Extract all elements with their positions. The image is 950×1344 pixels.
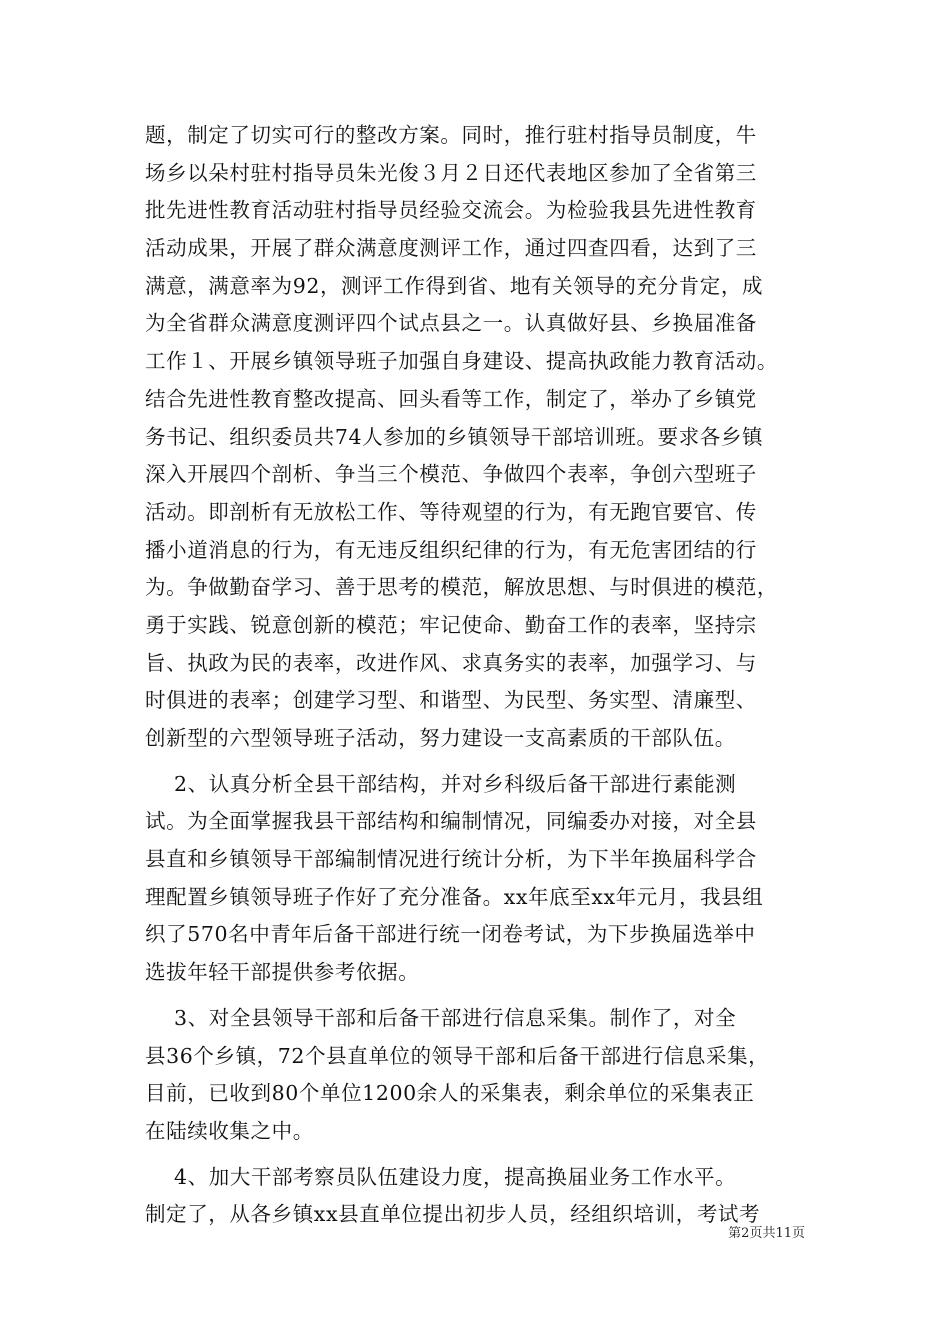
page-number: 第2页共11页 [728,1226,805,1241]
text-line: 深入开展四个剖析、争当三个模范、争做四个表率，争创六型班子 [145,462,757,487]
text-line: 勇于实践、锐意创新的模范；牢记使命、勤奋工作的表率，坚持宗 [145,612,757,637]
text-line: 为。争做勤奋学习、善于思考的模范，解放思想、与时俱进的模范， [145,575,778,600]
text-line: 工作１、开展乡镇领导班子加强自身建设、提高执政能力教育活动。 [145,349,778,374]
text-line: 创新型的六型领导班子活动，努力建设一支高素质的干部队伍。 [145,726,736,750]
text-line: 在陆续收集之中。 [145,1118,314,1143]
text-line: 县直和乡镇领导干部编制情况进行统计分析，为下半年换届科学合 [145,847,757,872]
text-line: 满意，满意率为92，测评工作得到省、地有关领导的充分肯定，成 [145,273,764,298]
text-line: 旨、执政为民的表率，改进作风、求真务实的表率，加强学习、与 [145,650,757,675]
text-line: 务书记、组织委员共74人参加的乡镇领导干部培训班。要求各乡镇 [145,424,764,449]
paragraph-3 [145,1000,810,1151]
text-line: 批先进性教育活动驻村指导员经验交流会。为检验我县先进性教育 [145,198,757,223]
text-line: 结合先进性教育整改提高、回头看等工作，制定了，举办了乡镇党 [145,386,757,411]
text-line: 播小道消息的行为，有无违反组织纪律的行为，有无危害团结的行 [145,537,757,562]
paragraph-1 [145,117,810,758]
text-line: 活动成果，开展了群众满意度测评工作，通过四查四看，达到了三 [145,236,757,261]
text-line: 县36个乡镇，72个县直单位的领导干部和后备干部进行信息采集， [145,1043,770,1068]
text-line: 为全省群众满意度测评四个试点县之一。认真做好县、乡换届准备 [145,311,757,336]
text-line: 活动。即剖析有无放松工作、等待观望的行为，有无跑官要官、传 [145,499,757,524]
text-line: 时俱进的表率；创建学习型、和谐型、为民型、务实型、清廉型、 [145,688,757,713]
text-line: 场乡以朵村驻村指导员朱光俊３月２日还代表地区参加了全省第三 [145,160,757,185]
text-line: 题，制定了切实可行的整改方案。同时，推行驻村指导员制度，牛 [145,123,757,147]
text-line: 理配置乡镇领导班子作好了充分准备。xx年底至xx年元月，我县组 [145,884,764,909]
text-line-first: 4、加大干部考察员队伍建设力度，提高换届业务工作水平。 [174,1164,737,1189]
text-line-first: 2、认真分析全县干部结构，并对乡科级后备干部进行素能测 [174,771,737,796]
text-line-first: 3、对全县领导干部和后备干部进行信息采集。制作了，对全 [174,1005,737,1030]
body-text [145,117,810,1234]
text-line: 试。为全面掌握我县干部结构和编制情况，同编委办对接，对全县 [145,809,757,834]
paragraph-4 [145,1159,810,1234]
text-line: 制定了，从各乡镇xx县直单位提出初步人员，经组织培训，考试考 [145,1202,761,1227]
text-line: 目前，已收到80个单位1200余人的采集表，剩余单位的采集表正 [145,1081,755,1106]
text-line: 选拔年轻干部提供参考依据。 [145,960,420,985]
text-line: 织了570名中青年后备干部进行统一闭卷考试，为下步换届选举中 [145,922,756,947]
paragraph-2 [145,766,810,992]
